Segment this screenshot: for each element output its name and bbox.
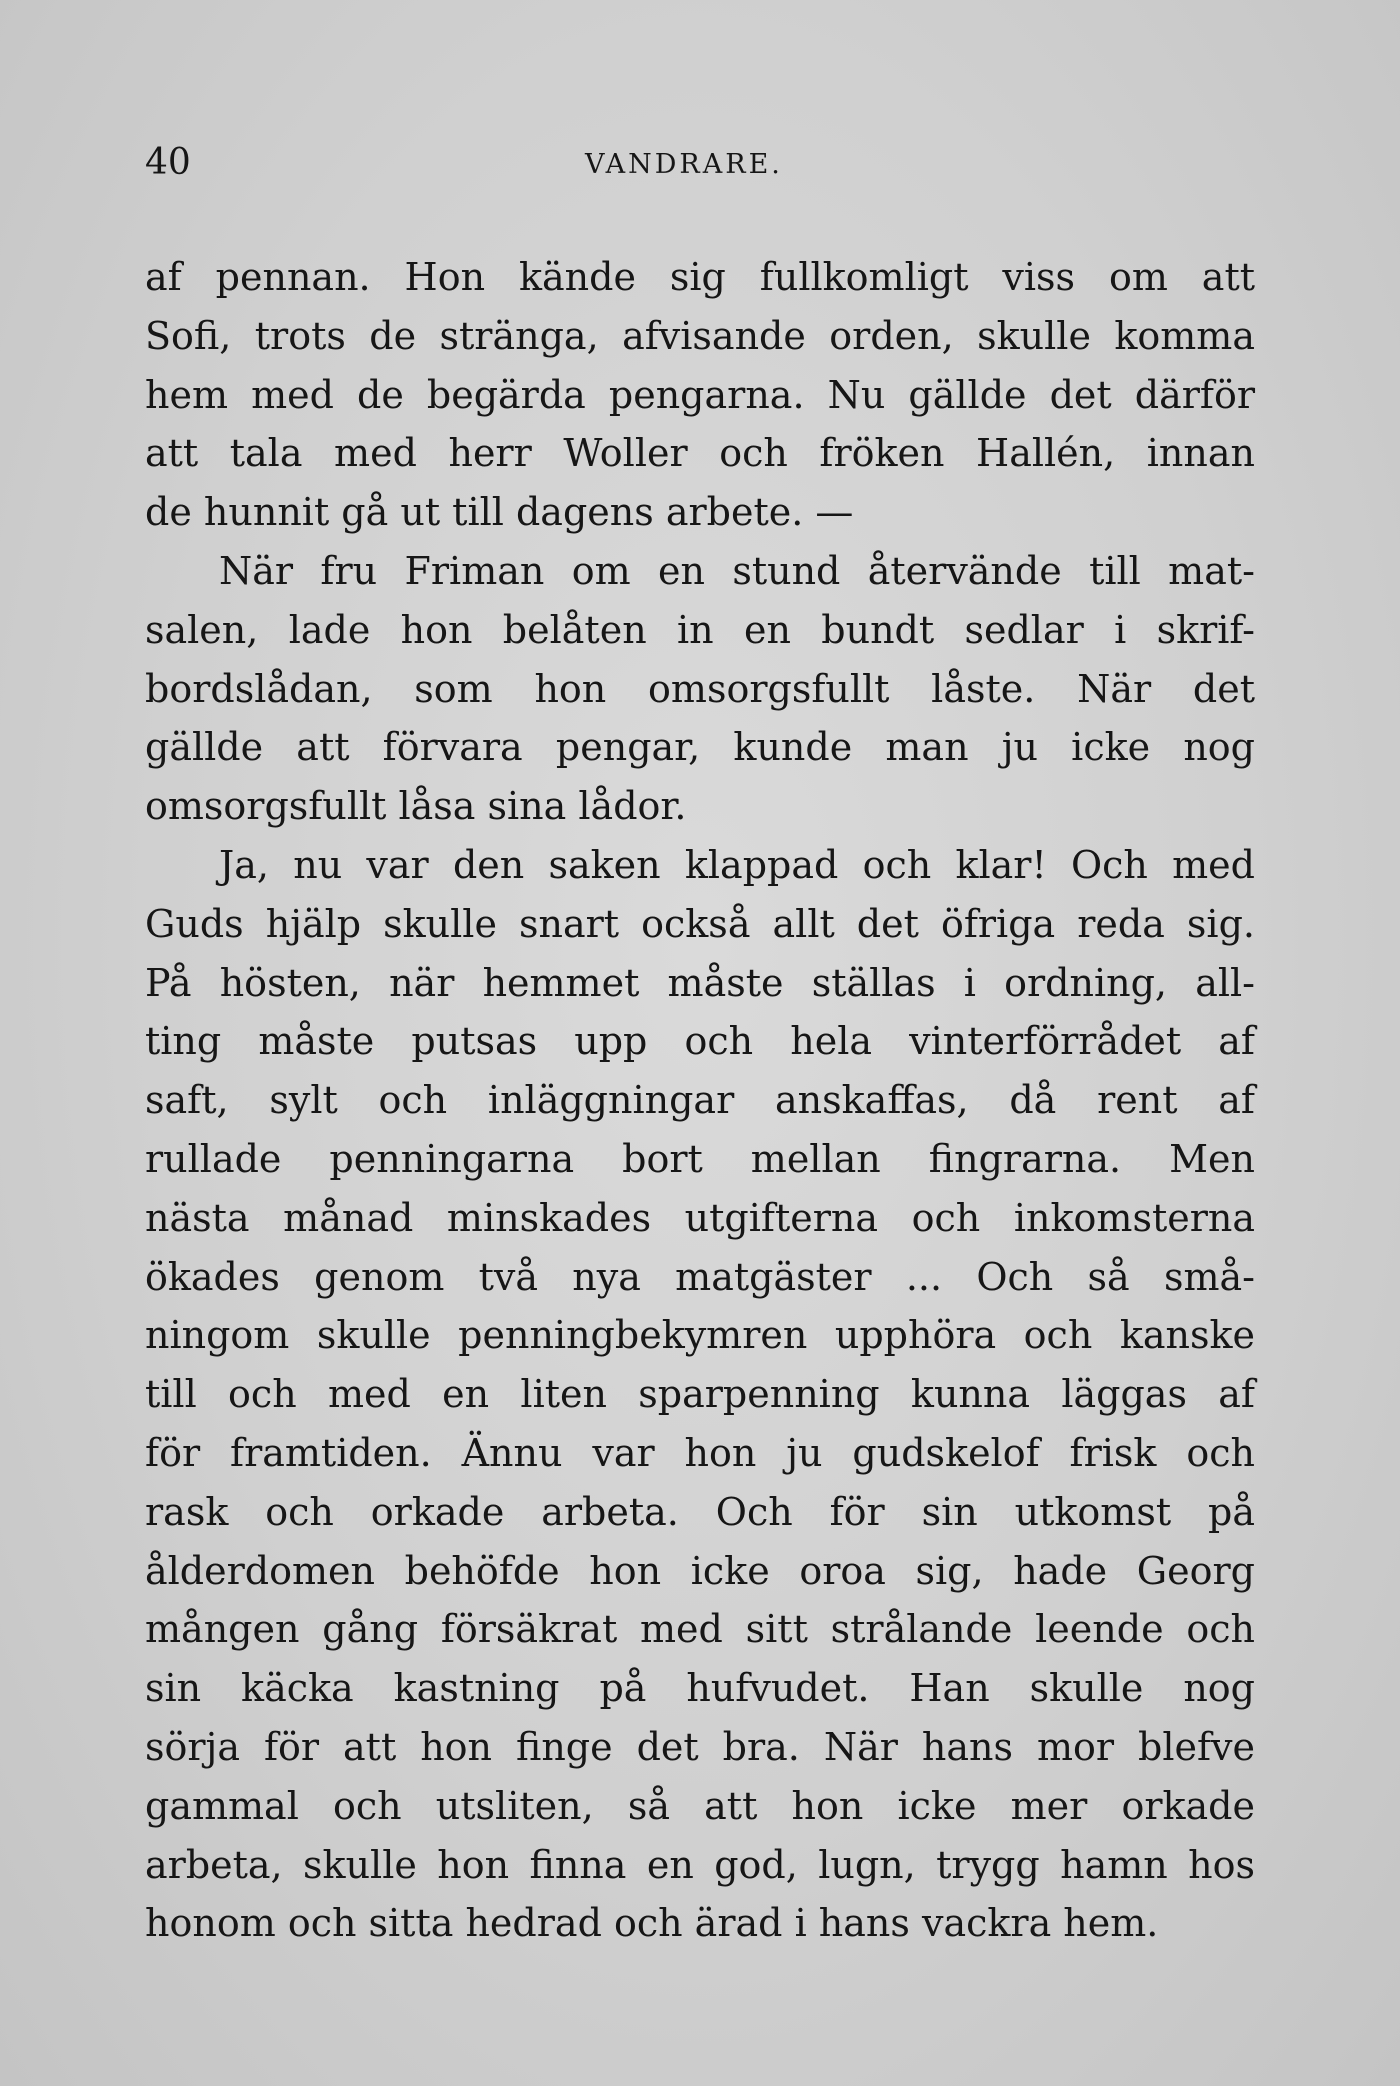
running-title: VANDRARE. [585,149,783,180]
text-line: rask och orkade arbeta. Och för sin utkomst på [145,1489,1255,1534]
text-line: arbeta, skulle hon finna en god, lugn, trygg hamn hos [145,1842,1255,1887]
text-line: gällde att förvara pengar, kunde man ju icke nog [145,725,1255,770]
text-line: bordslådan, som hon omsorgsfullt låste. När det [145,666,1255,711]
text-line: Sofi, trots de stränga, afvisande orden, skulle komma [145,313,1255,358]
text-line: ningom skulle penningbekymren upphöra och kanske [145,1313,1255,1358]
body-text [145,248,1255,1953]
text-line: salen, lade hon belåten in en bundt sedlar i skrif- [145,607,1255,652]
text-line: hem med de begärda pengarna. Nu gällde det därför [145,372,1255,417]
text-line: nästa månad minskades utgifterna och inkomsterna [145,1195,1255,1240]
text-line: sörja för att hon finge det bra. När hans mor blefve [145,1724,1255,1769]
text-line: sin käcka kastning på hufvudet. Han skulle nog [145,1666,1255,1711]
page-number: 40 [145,142,191,183]
text-line: till och med en liten sparpenning kunna läggas af [145,1372,1255,1417]
text-line: för framtiden. Ännu var hon ju gudskelof frisk och [145,1430,1255,1475]
text-line: de hunnit gå ut till dagens arbete. — [145,490,854,535]
text-line: af pennan. Hon kände sig fullkomligt viss om att [145,255,1255,299]
text-line: ålderdomen behöfde hon icke oroa sig, hade Georg [145,1548,1255,1593]
text-line: mången gång försäkrat med sitt strålande leende och [145,1607,1255,1652]
text-line: När fru Friman om en stund återvände till mat- [219,548,1255,593]
text-line: gammal och utsliten, så att hon icke mer orkade [145,1783,1255,1828]
text-line: Guds hjälp skulle snart också allt det öfriga reda sig. [145,901,1255,946]
text-line: Ja, nu var den saken klappad och klar! Och med [219,842,1255,887]
text-line: ting måste putsas upp och hela vinterförrådet af [145,1019,1255,1064]
text-line: omsorgsfullt låsa sina lådor. [145,784,687,829]
running-head [145,138,1255,188]
text-line: ökades genom två nya matgäster ... Och så små- [145,1254,1255,1299]
text-line: rullade penningarna bort mellan fingrarna. Men [145,1136,1255,1181]
text-line: saft, sylt och inläggningar anskaffas, då rent af [145,1078,1255,1123]
text-line: honom och sitta hedrad och ärad i hans vackra hem. [145,1901,1159,1946]
text-line: att tala med herr Woller och fröken Hallén, innan [145,431,1255,476]
text-line: På hösten, när hemmet måste ställas i ordning, all- [145,960,1255,1005]
